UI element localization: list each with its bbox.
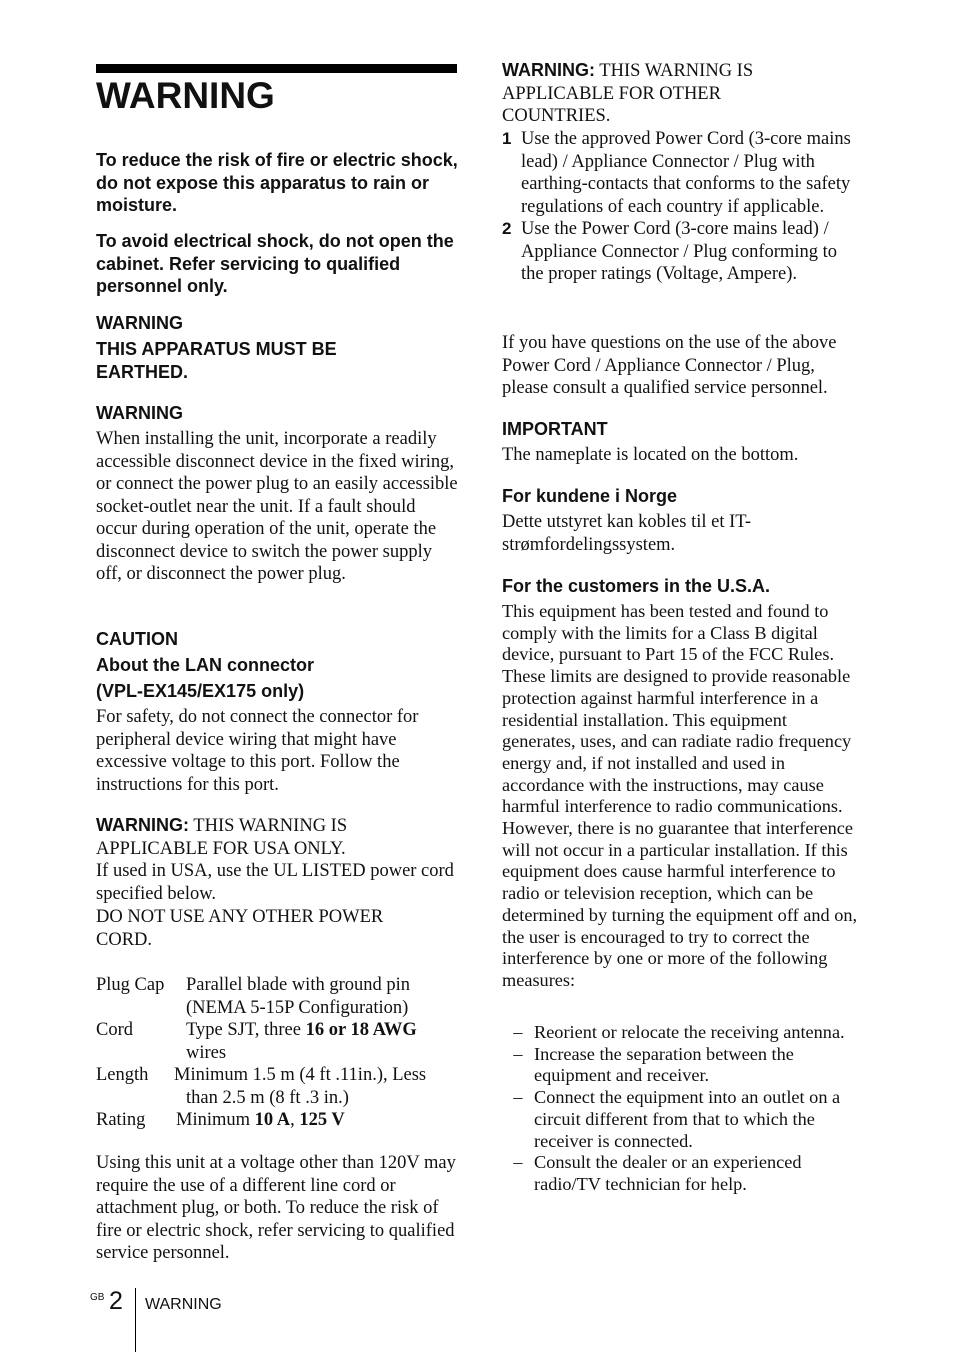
questions-text: If you have questions on the use of the above Power Cord / Appliance Connector / Plug, please consult a qualified service personnel.: [502, 333, 837, 398]
spec-row-cord: [96, 1019, 458, 1042]
spec-value-text: Type SJT, three: [186, 1020, 306, 1040]
list-text: Use the Power Cord (3-core mains lead) / Appliance Connector / Plug conforming to the proper ratings (Voltage, Ampere).: [521, 219, 837, 284]
dash-bullet: –: [513, 1022, 523, 1042]
title-rule: [96, 64, 457, 73]
list-item: [502, 218, 864, 286]
norway-heading: For kundene i Norge: [502, 486, 678, 506]
important-text: The nameplate is located on the bottom.: [502, 445, 799, 465]
voltage-note: Using this unit at a voltage other than 120V may require the use of a different line cord or attachment plug, or both. To reduce the risk of fire or electric shock, refer servicing to qualified service personnel.: [96, 1153, 456, 1263]
list-item: [502, 1022, 864, 1044]
usa-warning-label: WARNING:: [96, 815, 189, 835]
other-countries-warning: [502, 59, 802, 128]
earthed-warning-text: THIS APPARATUS MUST BE EARTHED.: [96, 339, 337, 382]
spec-key: Length: [96, 1065, 149, 1085]
spec-value-bold: 16 or 18 AWG: [305, 1020, 417, 1040]
list-text: Consult the dealer or an experienced radio/TV technician for help.: [534, 1152, 802, 1194]
usa-cord-prohibition: DO NOT USE ANY OTHER POWER CORD.: [96, 907, 384, 950]
dash-bullet: –: [513, 1043, 523, 1064]
list-item: [502, 1044, 864, 1087]
measures-list: [502, 1022, 864, 1196]
list-number: 2: [502, 219, 512, 238]
spec-value: Minimum 1.5 m (4 ft .11in.), Less: [174, 1065, 427, 1085]
spec-key: Cord: [96, 1020, 133, 1040]
caution-heading: CAUTION: [96, 629, 178, 649]
spec-value-sep: ,: [290, 1110, 300, 1130]
dash-bullet: –: [513, 1087, 523, 1108]
lan-caution-text: For safety, do not connect the connector for peripheral device wiring that might have excessive voltage to this port. Follow the instructions for this port.: [96, 707, 419, 795]
spec-value-cont: than 2.5 m (8 ft .3 in.): [186, 1087, 349, 1108]
list-number: 1: [502, 129, 512, 148]
spec-row-rating: [96, 1109, 458, 1132]
spec-value-bold: 125 V: [299, 1110, 345, 1130]
page-number: 2: [109, 1287, 123, 1315]
list-text: Reorient or relocate the receiving antenna.: [534, 1022, 845, 1042]
spec-key: Plug Cap: [96, 975, 165, 995]
spec-key: Rating: [96, 1110, 146, 1130]
spec-row-length: [96, 1064, 458, 1087]
spec-row-plug: [96, 974, 458, 997]
usa-warning-text: THIS WARNING IS APPLICABLE FOR USA ONLY.: [96, 816, 348, 859]
usa-warning-block: [96, 814, 396, 860]
disconnect-warning-text: When installing the unit, incorporate a readily accessible disconnect device in the fixed wiring, or connect the power plug to an easily accessible socket-outlet near the unit. If a fault should occur during operation of the unit, operate the disconnect device to switch the power supply off, or disconnect the power plug.: [96, 429, 458, 584]
spec-value-text: Minimum: [176, 1110, 255, 1130]
footer-region-code: GB: [90, 1292, 105, 1303]
spec-value: [186, 1019, 417, 1042]
fcc-statement: This equipment has been tested and found to comply with the limits for a Class B digital device, pursuant to Part 15 of the FCC Rules. These limits are designed to provide reasonable protection against harmful interference in a residential installation. This equipment generates, uses, and can radiate radio frequency energy and, if not installed and used in accordance with the instructions, may cause harmful interference to radio communications. However, there is no guarantee that interference will not occur in a particular installation. If this equipment does cause harmful interference to radio or television reception, which can be determined by turning the equipment off and on, the user is encouraged to try to correct the interference by one or more of the following measures:: [502, 601, 858, 990]
list-text: Connect the equipment into an outlet on a circuit different from that to which the receiver is connected.: [534, 1087, 841, 1151]
spec-value-cont: wires: [186, 1042, 227, 1063]
spec-value: Parallel blade with ground pin: [186, 975, 411, 995]
list-item: [502, 1087, 864, 1152]
spec-value-bold: 10 A: [254, 1110, 291, 1130]
earthed-warning-heading: WARNING: [96, 313, 183, 333]
list-text: Increase the separation between the equipment and receiver.: [534, 1043, 794, 1086]
dash-bullet: –: [513, 1152, 523, 1173]
fire-warning-text: To reduce the risk of fire or electric shock, do not expose this apparatus to rain or moisture.: [96, 150, 458, 215]
usa-cord-instruction: If used in USA, use the UL LISTED power cord specified below.: [96, 861, 454, 904]
shock-warning-text: To avoid electrical shock, do not open the cabinet. Refer servicing to qualified personnel only.: [96, 231, 454, 296]
spec-value: [176, 1109, 345, 1132]
list-item: [502, 1152, 864, 1195]
page-title: WARNING: [96, 75, 275, 116]
footer-section-title: WARNING: [145, 1296, 222, 1313]
important-heading: IMPORTANT: [502, 419, 608, 439]
other-warning-text: THIS WARNING IS APPLICABLE FOR OTHER COUNTRIES.: [502, 61, 754, 126]
list-item: [502, 128, 864, 218]
footer-divider: [135, 1288, 136, 1352]
other-warning-label: WARNING:: [502, 60, 595, 80]
power-cord-list: [502, 128, 864, 286]
lan-connector-heading: About the LAN connector: [96, 655, 314, 675]
spec-value-cont: (NEMA 5-15P Configuration): [186, 997, 409, 1018]
norway-text: Dette utstyret kan kobles til et IT-strømfordelingssystem.: [502, 512, 752, 555]
cord-spec-table: [96, 974, 458, 1132]
list-text: Use the approved Power Cord (3-core mains lead) / Appliance Connector / Plug with earthing-contacts that conforms to the safety regulations of each country if applicable.: [521, 129, 851, 217]
usa-customers-heading: For the customers in the U.S.A.: [502, 576, 771, 596]
lan-connector-models: (VPL-EX145/EX175 only): [96, 681, 305, 701]
disconnect-warning-heading: WARNING: [96, 403, 183, 423]
